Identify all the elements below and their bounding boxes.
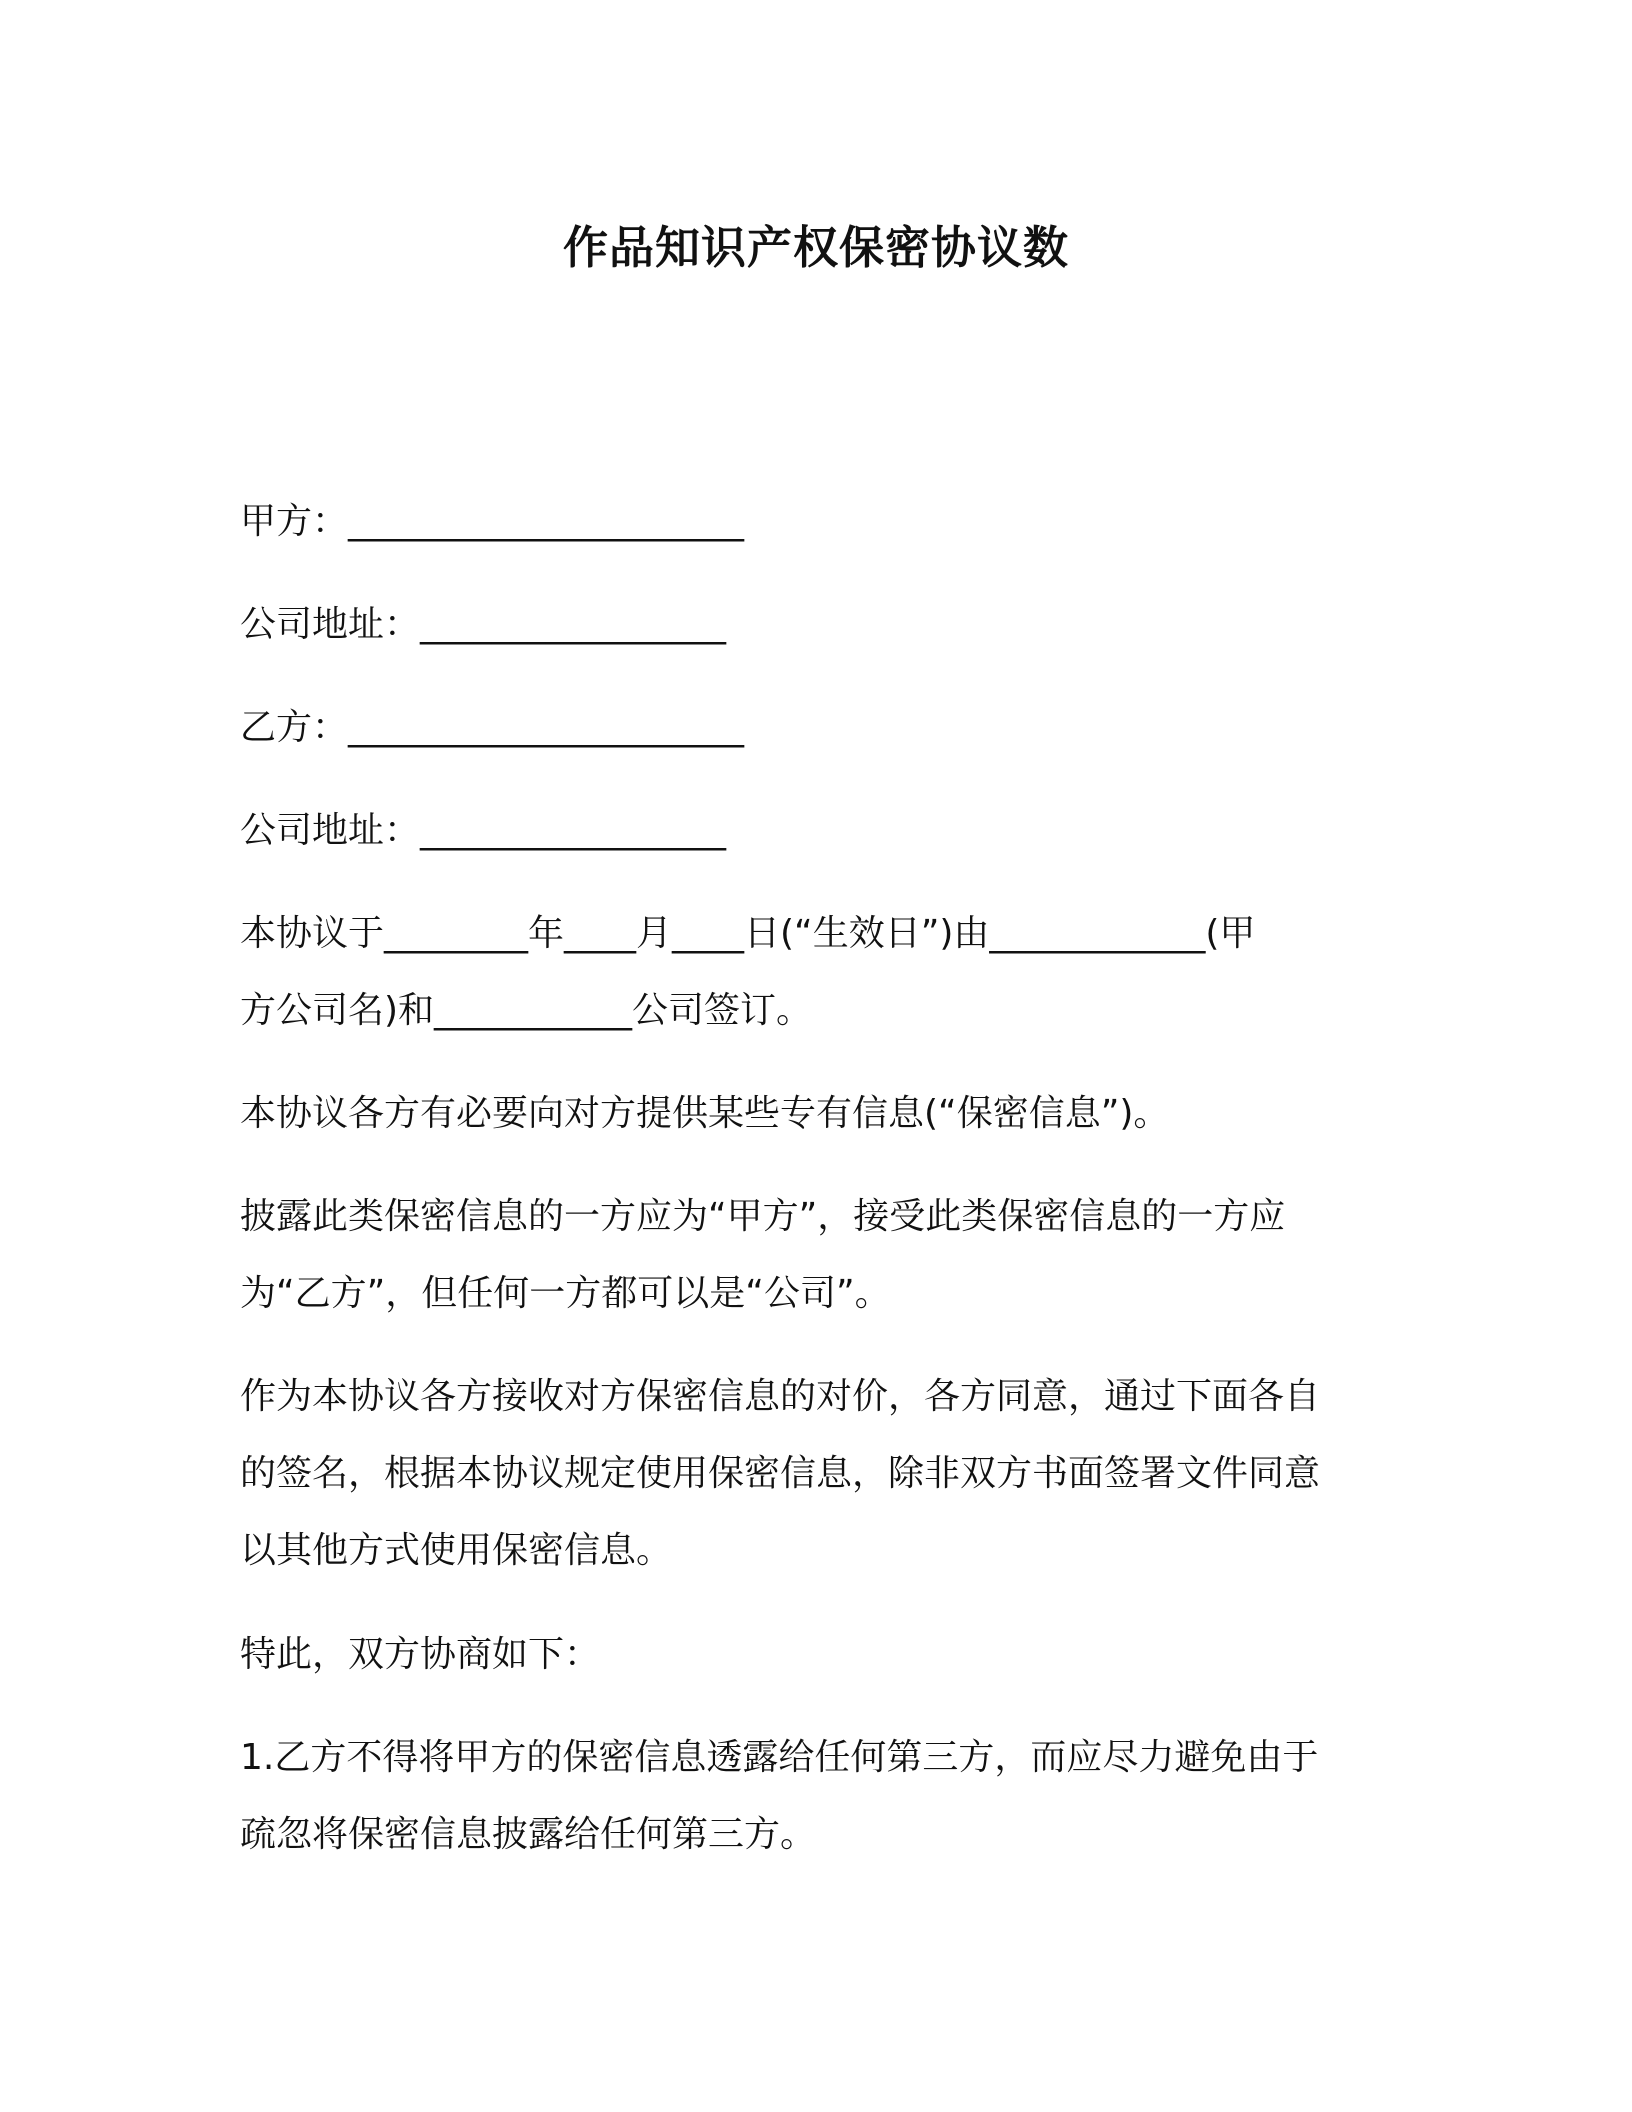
agreement-intro: 特此，双方协商如下： — [240, 1634, 601, 1675]
consideration-line-2: 的签名，根据本协议规定使用保密信息，除非双方书面签署文件同意 — [240, 1453, 1321, 1494]
consideration-line-3: 以其他方式使用保密信息。 — [240, 1530, 673, 1571]
effective-date-line-2: 方公司名)和___________公司签订。 — [240, 990, 813, 1031]
party-a-line: 甲方：______________________ — [240, 501, 745, 542]
consideration-line-1: 作为本协议各方接收对方保密信息的对价，各方同意，通过下面各自 — [240, 1376, 1321, 1417]
purpose-paragraph: 本协议各方有必要向对方提供某些专有信息(“保密信息”)。 — [240, 1093, 1170, 1134]
party-a-address-line: 公司地址：_________________ — [240, 604, 727, 645]
definition-line-1: 披露此类保密信息的一方应为“甲方”，接受此类保密信息的一方应 — [240, 1196, 1286, 1237]
party-b-address-line: 公司地址：_________________ — [240, 810, 727, 851]
party-b-line: 乙方：______________________ — [240, 707, 745, 748]
clause-1-line-2: 疏忽将保密信息披露给任何第三方。 — [240, 1814, 817, 1855]
effective-date-line-1: 本协议于________年____月____日(“生效日”)由____________(甲 — [240, 913, 1256, 954]
document-title: 作品知识产权保密协议数 — [562, 221, 1069, 274]
definition-line-2: 为“乙方”，但任何一方都可以是“公司”。 — [240, 1273, 891, 1314]
clause-1-line-1: 1.乙方不得将甲方的保密信息透露给任何第三方，而应尽力避免由于 — [240, 1737, 1319, 1778]
